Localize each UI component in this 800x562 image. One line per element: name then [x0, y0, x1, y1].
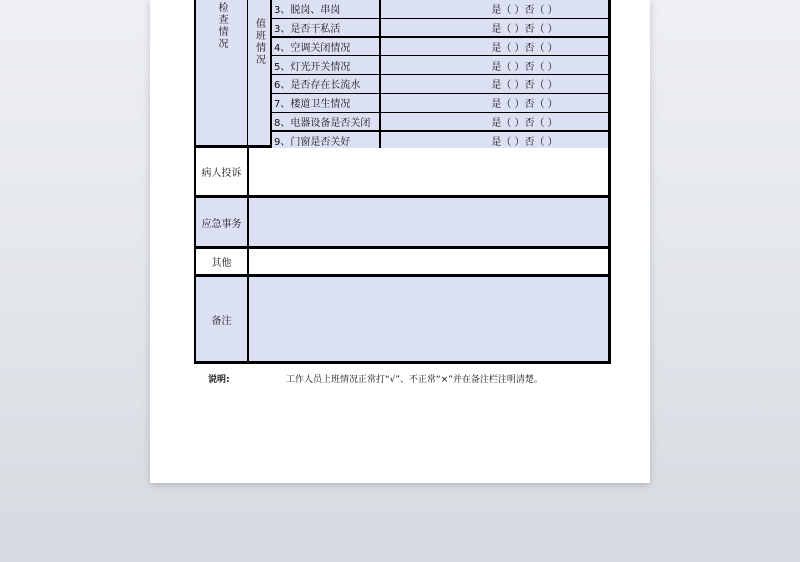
check-item-answer[interactable]: 是（ ）否（ ） — [381, 113, 608, 131]
sub-label-cell — [248, 0, 270, 145]
check-item-label: 5、灯光开关情况 — [272, 56, 379, 74]
complaint-label-cell — [196, 148, 247, 195]
check-item-answer[interactable]: 是（ ）否（ ） — [381, 75, 608, 93]
section-label-cell — [196, 0, 247, 145]
complaint-label: 病人投诉 — [201, 168, 242, 179]
check-item-label: 7、楼道卫生情况 — [272, 94, 379, 112]
check-item-answer[interactable]: 是（ ）否（ ） — [381, 132, 608, 150]
note-text: 工作人员上班情况正常打“√”、不正常“×”并在备注栏注明清楚。 — [286, 375, 543, 385]
other-label-cell — [196, 249, 247, 274]
sub-label: 值班情况 — [253, 18, 265, 66]
check-item-label: 8、电器设备是否关闭 — [272, 113, 379, 131]
note-label: 说明: — [208, 375, 230, 385]
check-item-label: 3、脱岗、串岗 — [272, 0, 379, 18]
section-label: 检查情况 — [216, 2, 227, 50]
check-item-answer[interactable]: 是（ ）否（ ） — [381, 38, 608, 56]
check-item-answer[interactable]: 是（ ）否（ ） — [381, 56, 608, 74]
emergency-label: 应急事务 — [201, 218, 242, 230]
check-item-answer[interactable]: 是（ ）否（ ） — [381, 0, 608, 18]
other-label: 其他 — [211, 258, 232, 269]
inspection-table — [194, 0, 611, 364]
check-item-label: 6、是否存在长流水 — [272, 75, 379, 93]
remarks-label-cell — [196, 277, 247, 361]
remarks-input[interactable] — [249, 277, 608, 361]
check-item-label: 3、是否干私活 — [272, 19, 379, 37]
document-page — [150, 0, 650, 483]
emergency-input[interactable] — [249, 198, 608, 246]
check-item-label: 9、门窗是否关好 — [272, 132, 379, 150]
check-item-label: 4、空调关闭情况 — [272, 38, 379, 56]
other-input[interactable] — [249, 249, 608, 274]
emergency-label-cell — [196, 198, 247, 246]
remarks-label: 备注 — [211, 315, 232, 327]
check-item-answer[interactable]: 是（ ）否（ ） — [381, 94, 608, 112]
check-item-answer[interactable]: 是（ ）否（ ） — [381, 19, 608, 37]
complaint-input[interactable] — [249, 148, 608, 195]
